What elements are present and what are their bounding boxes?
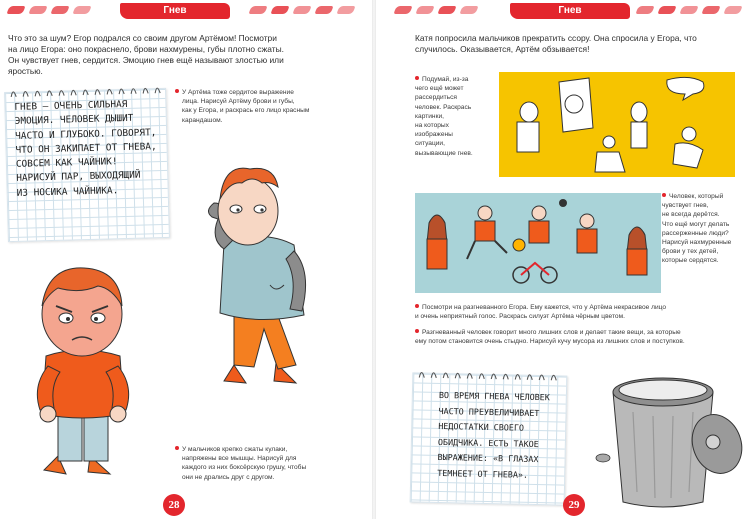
angry-kids-panel bbox=[415, 193, 661, 293]
bullet-fists bbox=[175, 445, 350, 482]
page-number: 29 bbox=[563, 494, 585, 516]
note-line: ОБИДЧИКА. ЕСТЬ ТАКОЕ bbox=[437, 436, 539, 449]
note-text bbox=[437, 388, 567, 484]
artem-illustration bbox=[190, 165, 330, 390]
note-line: НАРИСУЙ ПАР, ВЫХОДЯЩИЙ bbox=[16, 170, 141, 185]
bullet-dot bbox=[175, 446, 179, 450]
bullet-line: брови у тех детей, bbox=[662, 248, 719, 256]
intro-line: случилось. Оказывается, Артём обзывается! bbox=[415, 44, 590, 54]
bullet-line: чего ещё может bbox=[415, 85, 464, 93]
bullet-line: У Артёма тоже сердитое выражение bbox=[182, 89, 294, 96]
note-line: СОВСЕМ КАК ЧАЙНИК! bbox=[15, 156, 118, 171]
intro-line: яростью. bbox=[8, 66, 43, 76]
left-page bbox=[0, 0, 374, 519]
intro-line: Что это за шум? Егор подрался со своим другом Артёмом! Посмотри bbox=[8, 33, 277, 43]
bullet-line: изображены bbox=[415, 131, 453, 139]
bullet-line: человек. Раскрась bbox=[415, 103, 472, 111]
bullet-line: не всегда дерётся. bbox=[662, 211, 720, 219]
header-decor-right bbox=[637, 6, 741, 16]
header-decor-left bbox=[8, 6, 90, 16]
bullet-artem-face bbox=[175, 88, 345, 125]
note-line: ТЕМНЕЕТ ОТ ГНЕВА». bbox=[437, 467, 529, 480]
intro-line: Он чувствует гнев, сердится. Эмоцию гнев ещё называют злостью или bbox=[8, 55, 284, 65]
bullet-line: как у Егора, и раскрась его лицо красным bbox=[182, 107, 310, 115]
bullet-line: и очень неприятный голос. Раскрась силуэт Артёма чёрным цветом. bbox=[415, 313, 625, 321]
bullet-line: ему потом становится очень стыдно. Нарисуй кучу мусора из лишних слов и поступков. bbox=[415, 338, 685, 346]
right-page bbox=[375, 0, 749, 519]
page-number: 28 bbox=[163, 494, 185, 516]
bullet-line: которые сердятся. bbox=[662, 257, 719, 265]
bullet-line: Разгневанный человек говорит много лишних слов и делает такие вещи, за которые bbox=[422, 329, 681, 336]
bullet-line: карандашом. bbox=[182, 116, 223, 124]
bullet-line: вызывающие гнев. bbox=[415, 149, 473, 157]
bullet-line: они не дрались друг с другом. bbox=[182, 473, 275, 481]
bullet-think bbox=[415, 75, 495, 158]
intro-text bbox=[415, 33, 735, 55]
bullet-dot bbox=[415, 329, 419, 333]
bullet-dot bbox=[662, 193, 666, 197]
header-decor-right bbox=[250, 6, 354, 16]
fact-note-card bbox=[4, 88, 170, 242]
bullet-line: чувствует гнев, bbox=[662, 202, 709, 210]
bullet-line: Нарисуй нахмуренные bbox=[662, 239, 732, 247]
bullet-line: У мальчиков крепко сжаты кулаки, bbox=[182, 446, 288, 453]
egor-angry-illustration bbox=[18, 256, 148, 481]
spiral-binding bbox=[411, 365, 569, 382]
fact-note-card bbox=[410, 372, 568, 505]
bullet-line: Человек, который bbox=[669, 193, 724, 200]
bullet-line: Посмотри на разгневанного Егора. Ему кажется, что у Артёма некрасивое лицо bbox=[422, 304, 667, 311]
bullet-line: лица. Нарисуй Артёму брови и губы, bbox=[182, 98, 295, 106]
bullet-dot bbox=[175, 89, 179, 93]
bullet-line: каждого из них боксёрскую грушу, чтобы bbox=[182, 464, 307, 472]
bullet-line: ситуации, bbox=[415, 140, 445, 148]
bullet-dot bbox=[415, 304, 419, 308]
bullet-line: на которых bbox=[415, 122, 449, 130]
bullet-voice bbox=[415, 303, 745, 321]
note-line: ЧАСТО И ГЛУБОКО. ГОВОРЯТ, bbox=[15, 126, 157, 142]
bullet-line: рассерженные люди? bbox=[662, 229, 729, 237]
chapter-header bbox=[510, 3, 630, 19]
trash-can-illustration bbox=[595, 362, 745, 512]
note-line: НЕДОСТАТКИ СВОЕГО bbox=[438, 420, 525, 433]
bullet-line: Что ещё могут делать bbox=[662, 220, 730, 228]
anger-situations-panel bbox=[499, 72, 735, 177]
bullet-line: картинки, bbox=[415, 112, 444, 120]
note-text bbox=[14, 97, 167, 201]
note-line: ЭМОЦИЯ. ЧЕЛОВЕК ДЫШИТ bbox=[14, 113, 134, 128]
intro-text bbox=[8, 33, 338, 77]
bullet-line: напряжены все мышцы. Нарисуй для bbox=[182, 455, 297, 463]
spiral-binding bbox=[3, 81, 169, 99]
bullet-line: рассердиться bbox=[415, 94, 457, 102]
header-decor-left bbox=[395, 6, 477, 16]
intro-line: на лицо Егора: оно покраснело, брови нахмурены, губы плотно сжаты. bbox=[8, 44, 284, 54]
note-line: ЧТО ОН ЗАКИПАЕТ ОТ ГНЕВА, bbox=[15, 141, 157, 156]
chapter-header bbox=[120, 3, 230, 19]
bullet-fight bbox=[662, 192, 749, 266]
bullet-dot bbox=[415, 76, 419, 80]
chapter-title: Гнев bbox=[163, 5, 187, 16]
chapter-title: Гнев bbox=[558, 5, 582, 16]
note-line: ЧАСТО ПРЕУВЕЛИЧИВАЕТ bbox=[438, 405, 540, 418]
note-line: ВО ВРЕМЯ ГНЕВА ЧЕЛОВЕК bbox=[438, 389, 550, 403]
intro-line: Катя попросила мальчиков прекратить ссору. Она спросила у Егора, что bbox=[415, 33, 697, 43]
note-line: ВЫРАЖЕНИЕ: «В ГЛАЗАХ bbox=[437, 451, 539, 465]
note-line: ИЗ НОСИКА ЧАЙНИКА. bbox=[16, 184, 119, 199]
bullet-trash bbox=[415, 328, 745, 346]
bullet-line: Подумай, из-за bbox=[422, 76, 469, 83]
note-line: ГНЕВ — ОЧЕНЬ СИЛЬНАЯ bbox=[14, 98, 128, 113]
